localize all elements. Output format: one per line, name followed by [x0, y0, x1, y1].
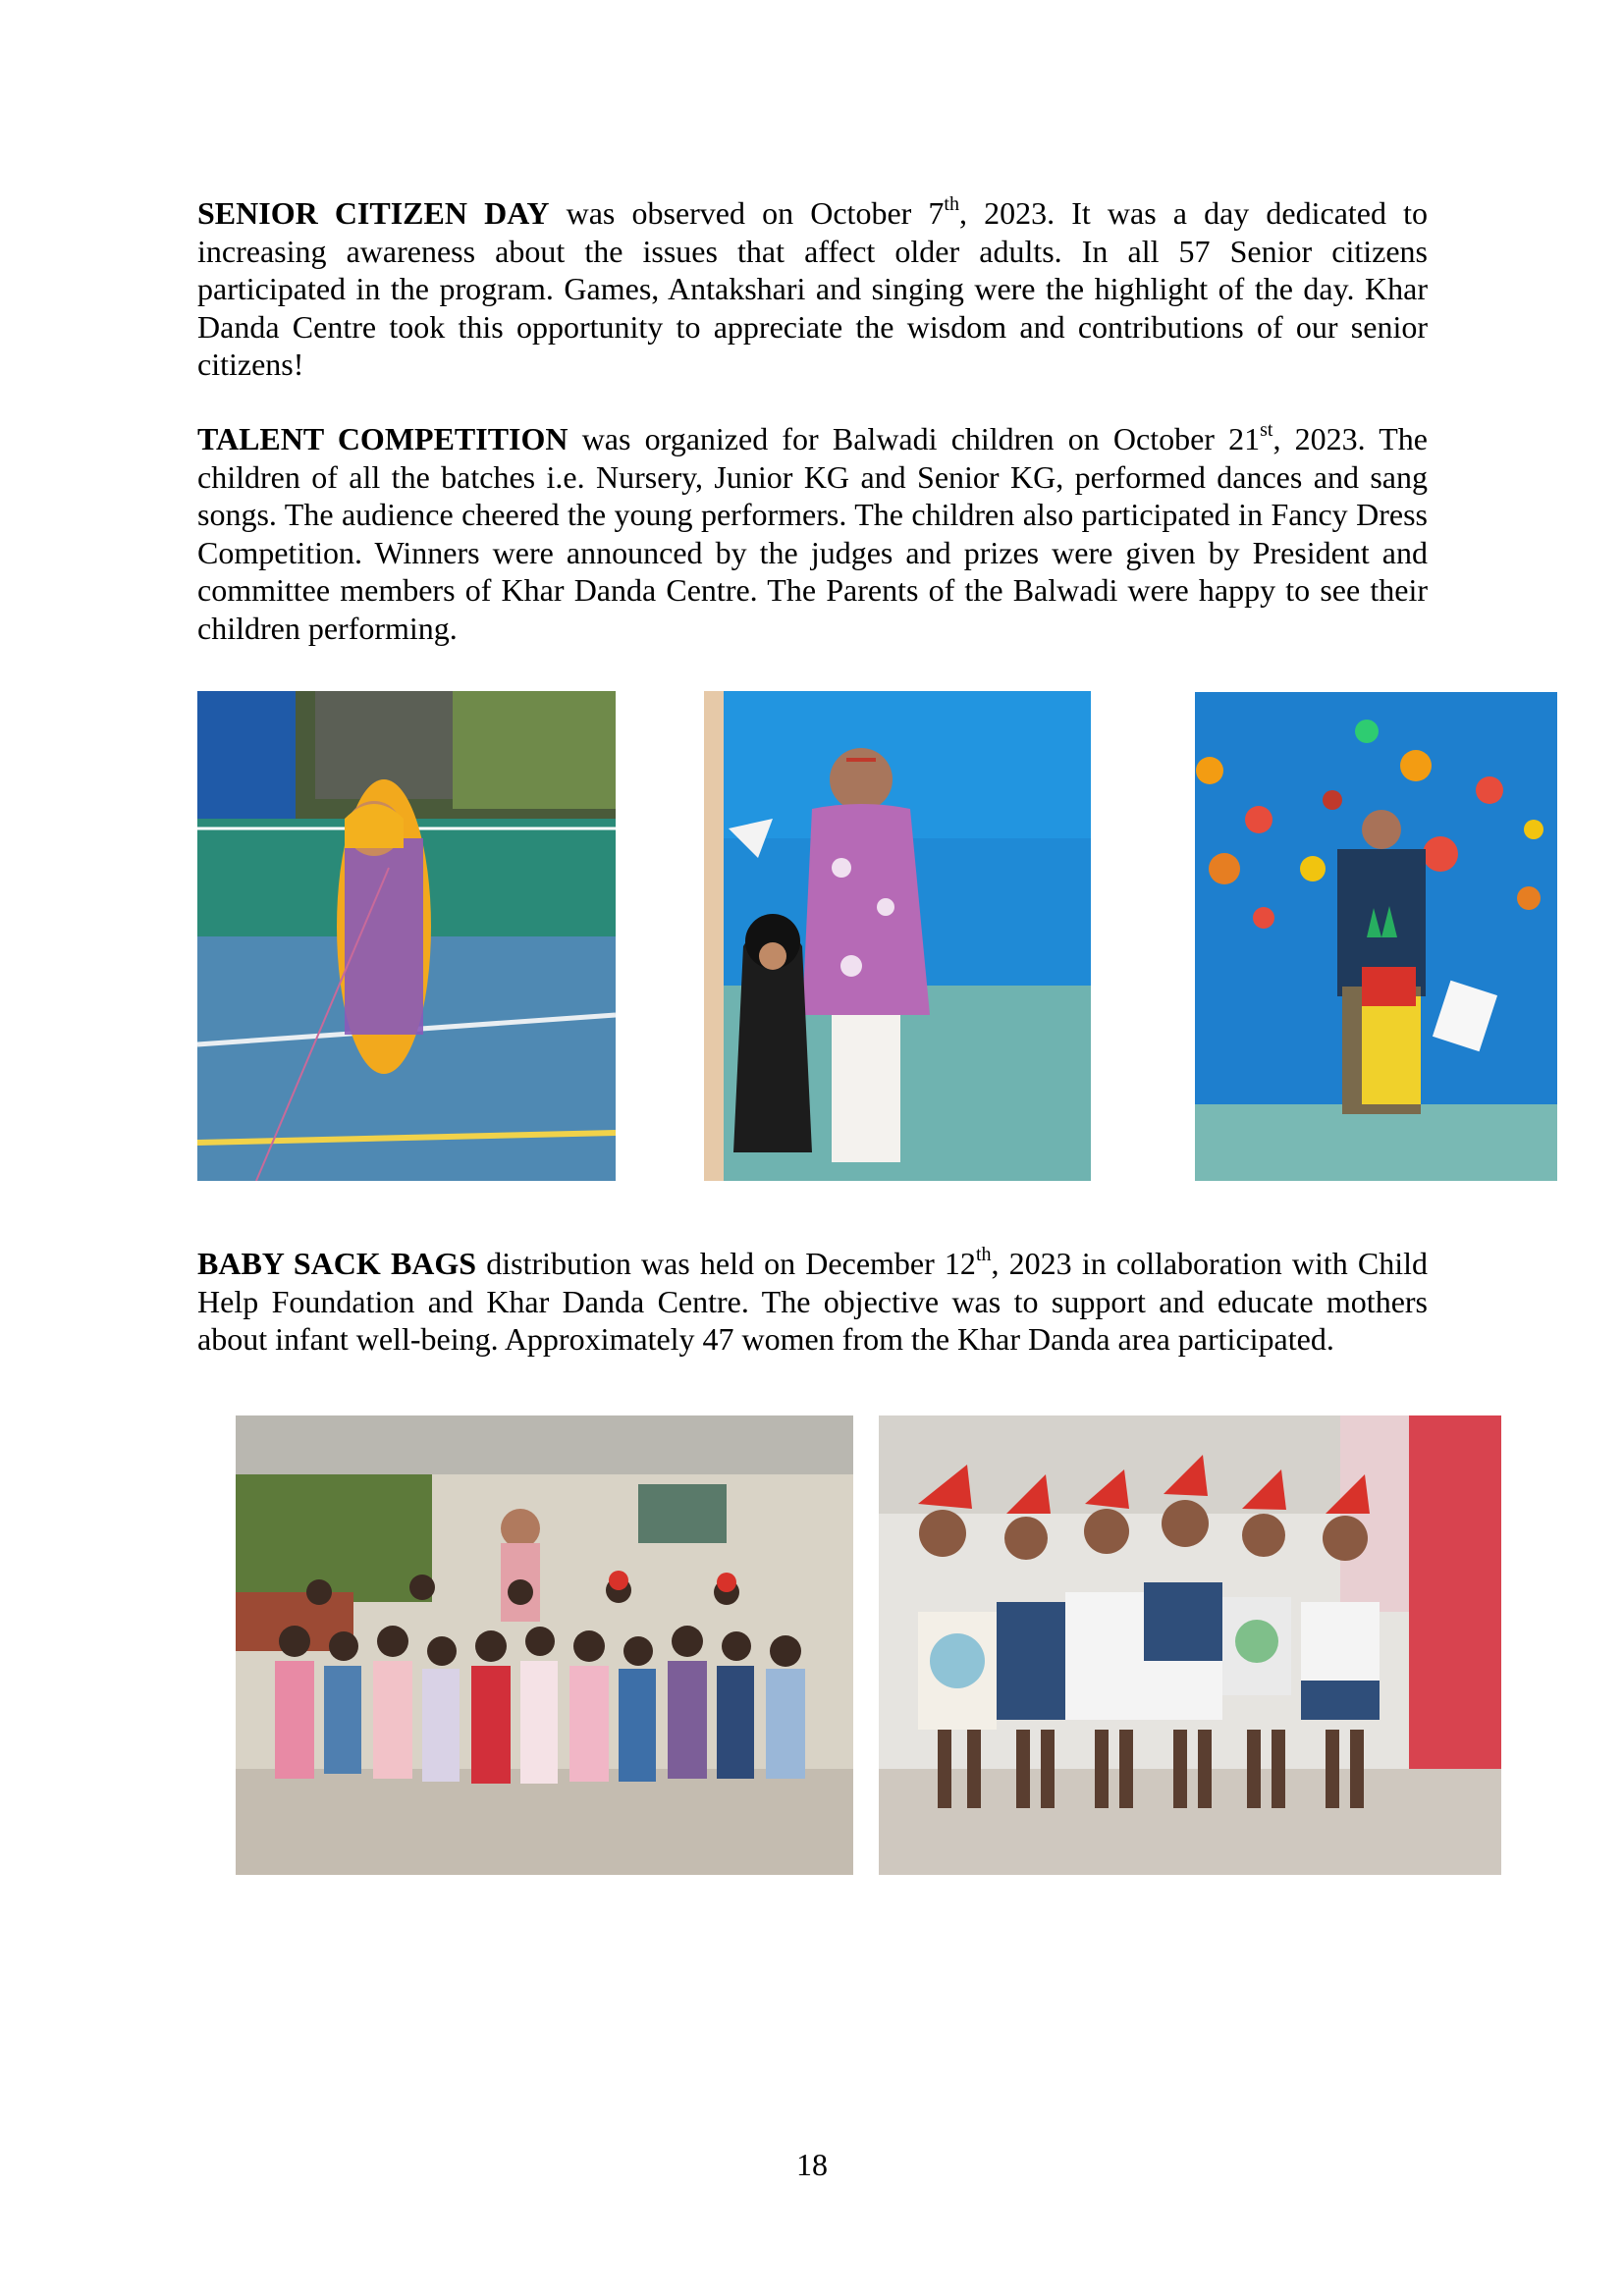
baby-sack-bags-paragraph	[197, 1245, 1428, 1359]
baby-sack-photo-group	[236, 1415, 853, 1875]
baby-sack-bags-text-a: distribution was held on December 12	[476, 1246, 976, 1281]
talent-competition-text-b: , 2023. The children of all the batches i.e. Nursery, Junior KG and Senior KG, performed dances and sang songs. The audience cheered the young performers. The children also participated in Fancy Dress Competition. Winners were announced by the judges and prizes were given by President and committee members of Khar Danda Centre. The Parents of the Balwadi were happy to see their children performing.	[197, 421, 1429, 646]
talent-competition-text-a: was organized for Balwadi children on October 21	[568, 421, 1261, 456]
talent-competition-heading: TALENT COMPETITION	[197, 421, 568, 456]
senior-citizen-text-b: , 2023. It was a day dedicated to increasing awareness about the issues that affect older adults. In all 57 Senior citizens participated in the program. Games, Antakshari and singing were the highlight of the day. Khar Danda Centre took this opportunity to appreciate the wisdom and contributions of our senior citizens!	[197, 195, 1429, 382]
baby-sack-bags-text-b: , 2023 in collaboration with Child Help Foundation and Khar Danda Centre. The objective was to support and educate mothers about infant well-being. Approximately 47 women from the Khar Danda area participated.	[197, 1246, 1429, 1357]
talent-competition-ordinal: st	[1260, 419, 1273, 442]
talent-competition-paragraph	[197, 420, 1428, 647]
baby-sack-photo-children-with-bags	[879, 1415, 1501, 1875]
talent-photo-saree-singer	[197, 691, 616, 1181]
baby-sack-bags-heading: BABY SACK BAGS	[197, 1246, 477, 1281]
page-number: 18	[796, 2147, 828, 2182]
senior-citizen-text-a: was observed on October 7	[549, 195, 945, 231]
senior-citizen-ordinal: th	[944, 193, 959, 216]
senior-citizen-day-heading: SENIOR CITIZEN DAY	[197, 195, 550, 231]
talent-photo-woman-with-child	[704, 691, 1091, 1181]
senior-citizen-day-paragraph	[197, 194, 1428, 384]
baby-sack-bags-ordinal: th	[975, 1244, 992, 1266]
talent-photo-pineapple-costume	[1195, 692, 1557, 1181]
